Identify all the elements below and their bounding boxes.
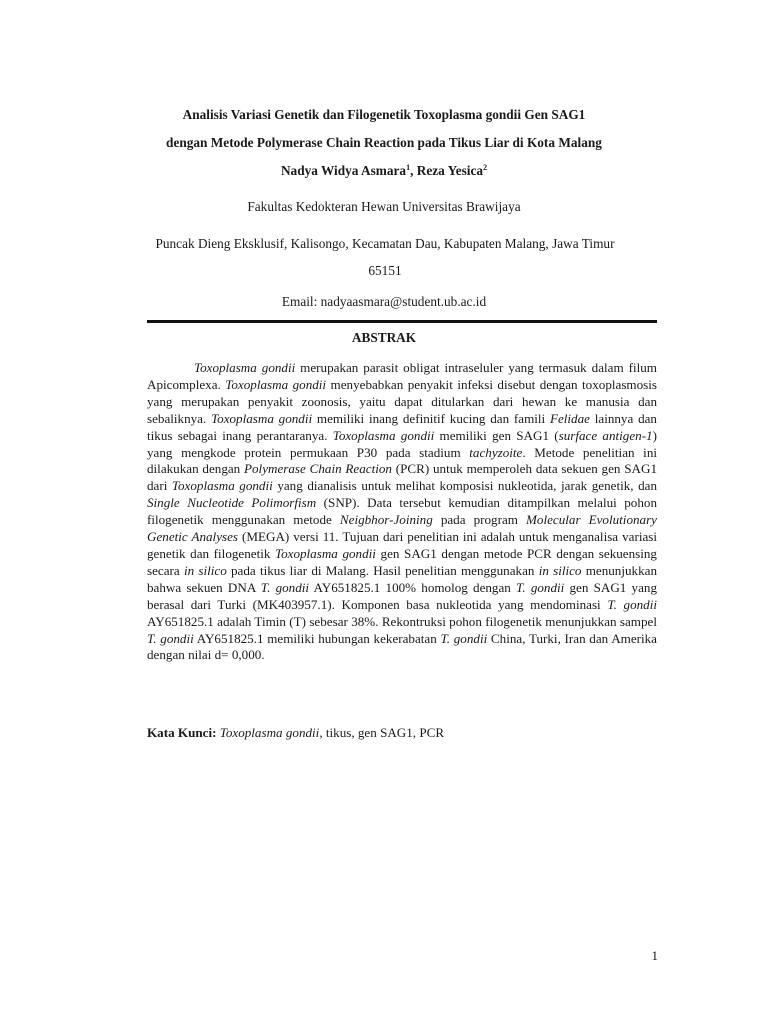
abstract-text: merupakan parasit obligat intraseluler yang termasuk dalam filum Apicomplexa. [147, 360, 657, 392]
species-name: T. gondii [516, 579, 565, 595]
abstract-text: ) yang mengkode protein permukaan P30 pada stadium [147, 427, 657, 460]
abstract-text: (PCR) untuk memperoleh data sekuen gen SAG1 dari [147, 461, 657, 494]
species-name: T. gondii [440, 630, 488, 646]
horizontal-divider [147, 320, 657, 323]
author-name: Reza Yesica [416, 163, 484, 178]
affiliation-marker: 1 [406, 163, 411, 172]
abstract-text: memiliki gen SAG1 ( [434, 427, 559, 443]
abstract-text: pada tikus liar di Malang. Hasil penelitian menggunakan [226, 562, 539, 578]
author-separator: , [410, 163, 417, 178]
author-name: Nadya Widya Asmara [280, 163, 407, 178]
abstract-text: (SNP). Data tersebut kemudian ditampilkan melalui pohon filogenetik menggunakan metode [147, 495, 657, 528]
keywords-line [147, 724, 657, 742]
abstract-text: menunjukkan bahwa sekuen DNA [147, 562, 657, 595]
abstract-text: . Metode penelitian ini dilakukan dengan [147, 444, 658, 477]
address: Puncak Dieng Eksklusif, Kalisongo, Kecamatan Dau, Kabupaten Malang, Jawa Timur 65151 [155, 236, 615, 278]
abstract-text: AY651825.1 adalah Timin (T) sebesar 38%. Rekontruksi pohon filogenetik menunjukkan sampel [147, 613, 657, 629]
abstract-text: China, Turki, Iran dan Amerika dengan nilai d= 0,000. [147, 630, 657, 663]
italic-term: in silico [538, 562, 582, 578]
species-name: Toxoplasma gondii [275, 545, 376, 561]
species-name: T. gondii [607, 596, 657, 612]
email-line: Email: nadyaasmara@student.ub.ac.id [281, 294, 487, 309]
abstract-heading: ABSTRAK [351, 330, 417, 345]
species-name: Toxoplasma gondii [332, 427, 435, 443]
abstract-text: (MEGA) versi 11. Tujuan dari penelitian ini adalah untuk menganalisa variasi genetik dan filogenetik [147, 529, 657, 561]
abstract-text: AY651825.1 memiliki hubungan kekerabatan [193, 630, 441, 646]
italic-term: Single Nucleotide Polimorfism [147, 495, 317, 511]
page-number: 1 [651, 948, 658, 963]
italic-term: Molecular Evolutionary Genetic Analyses [147, 512, 657, 545]
species-name: T. gondii [260, 579, 310, 595]
species-name: Toxoplasma gondii [219, 725, 320, 740]
italic-term: Neigbhor-Joining [339, 512, 433, 528]
abstract-text: AY651825.1 100% homolog dengan [309, 579, 517, 595]
author-list [0, 160, 768, 182]
abstract-text: memiliki inang definitif kucing dan famili [312, 410, 550, 426]
paper-title [0, 101, 768, 157]
species-name: Toxoplasma gondii [211, 410, 313, 426]
abstract-text: menyebabkan penyakit infeksi disebut dengan toxoplasmosis yang merupakan penyakit zoonosis, yaitu dapat ditularkan dari hewan ke manusia dan sebaliknya. [147, 376, 657, 426]
affiliation: Fakultas Kedokteran Hewan Universitas Brawijaya [247, 199, 521, 214]
abstract-text: yang dianalisis untuk melihat komposisi nukleotida, jarak genetik, dan [272, 478, 657, 494]
italic-term: surface antigen-1 [558, 427, 653, 443]
abstract-text: lainnya dan tikus sebagai inang perantaranya. [147, 410, 657, 443]
italic-term: in silico [183, 562, 227, 578]
abstract-text: pada program [432, 512, 527, 528]
family-name: Felidae [549, 410, 590, 426]
affiliation-marker: 2 [483, 163, 488, 172]
species-name: T. gondii [147, 630, 194, 646]
species-name: Toxoplasma gondii [225, 376, 327, 392]
paper-title-line-1: Analisis Variasi Genetik dan Filogenetik Toxoplasma gondii Gen SAG1 [182, 107, 586, 122]
paper-title-line-2: dengan Metode Polymerase Chain Reaction pada Tikus Liar di Kota Malang [166, 135, 602, 150]
species-name: Toxoplasma gondii [194, 360, 296, 375]
species-name: Toxoplasma gondii [171, 478, 273, 494]
italic-term: Polymerase Chain Reaction [244, 461, 392, 477]
abstract-paragraph [147, 360, 657, 664]
abstract-text: gen SAG1 dengan metode PCR dengan sekuensing secara [147, 545, 657, 578]
keywords-label: Kata Kunci: [147, 725, 217, 740]
keywords-text: , tikus, gen SAG1, PCR [319, 725, 445, 740]
italic-term: tachyzoite [469, 444, 523, 460]
abstract-text: gen SAG1 yang berasal dari Turki (MK403957.1). Komponen basa nukleotida yang mendominasi [147, 579, 657, 612]
